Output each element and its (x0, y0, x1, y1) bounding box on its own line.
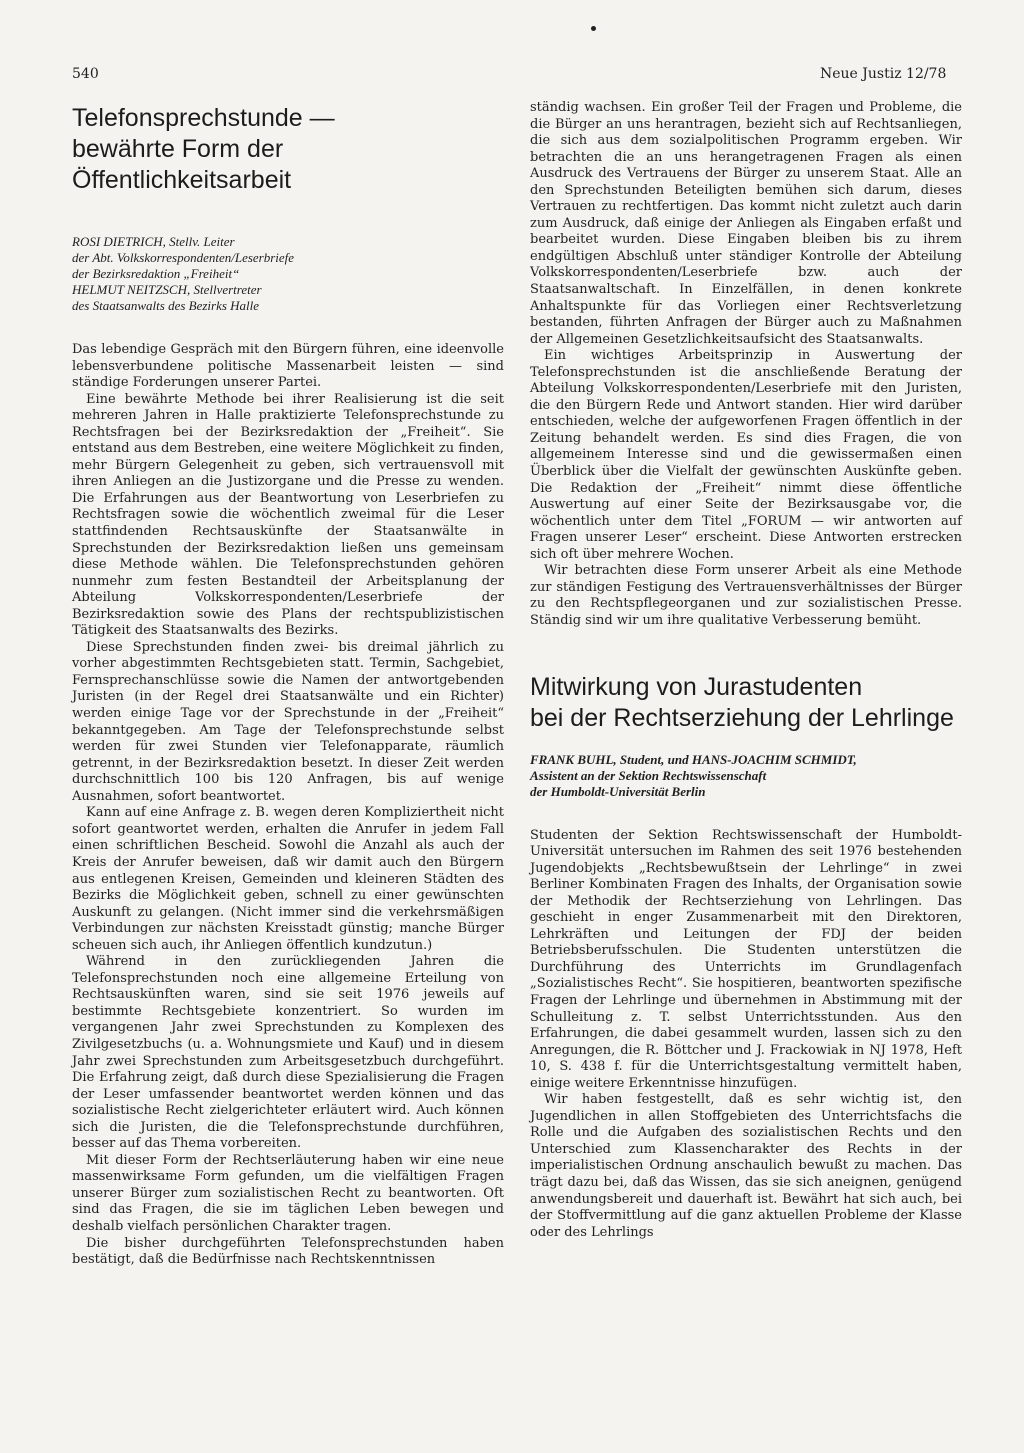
article2-title-line2: bei der Rechtserziehung der Lehrlinge (530, 703, 954, 732)
article1-paragraph: Kann auf eine Anfrage z. B. wegen deren Kompliziertheit nicht sofort geantwortet werden, erhalten die Anrufer in jedem Fall einen schriftlichen Bescheid. Sowohl die Anzahl als auch der Kreis der Anrufer beweisen, daß wir damit auch den Bürgern aus entlegenen Kreisen, Gemeinden und kleineren Städten des Bezirks die Möglichkeit geben, schnell zu einer gewünschten Auskunft zu gelangen. (Nicht immer sind die verkehrsmäßigen Verbindungen zur nächsten Kreisstadt günstig; manche Bürger scheuen sich auch, ihr Anliegen öffentlich kundzutun.) (72, 805, 504, 953)
journal-issue: Neue Justiz 12/78 (820, 66, 947, 82)
article1-title-line1: Telefonsprechstunde — (72, 104, 335, 132)
article2-paragraph: Studenten der Sektion Rechtswissenschaft der Humboldt-Universität untersuchen im Rahmen des seit 1976 bestehenden Jugendobjekts „Rechtsbewußtsein der Lehrlinge“ in zwei Berliner Kombinaten Fragen des Inhalts, der Organisation sowie der Methodik der Rechtserziehung von Lehrlingen. Das geschieht in enger Zusammenarbeit mit den Direktoren, Lehrkräften und Leitungen der FDJ der beiden Betriebsberufsschulen. Die Studenten unterstützen die Durchführung des Unterrichts im Grundlagenfach „Sozialistisches Recht“. Sie hospitieren, beantworten spezifische Fragen der Lehrlinge und übernehmen in Abstimmung mit der Schulleitung z. T. selbst Unterrichtsstunden. Aus den Erfahrungen, die dabei gesammelt wurden, lassen sich zu den Anregungen, die R. Böttcher und J. Frackowiak in NJ 1978, Heft 10, S. 438 f. für die Unterrichtsgestaltung vermittelt haben, einige weitere Erkenntnisse hinzufügen. (530, 827, 962, 1091)
byline-line: der Abt. Volkskorrespondenten/Leserbriefe (72, 250, 295, 265)
byline-line: des Staatsanwalts des Bezirks Halle (72, 298, 260, 313)
article2-paragraph: Wir haben festgestellt, daß es sehr wichtig ist, den Jugendlichen in allen Stoffgebieten des Unterrichtsfachs die Rolle und die Aufgaben des sozialistischen Rechts und den Unterschied zum Klassencharakter des Rechts in der imperialistischen Ordnung anschaulich bewußt zu machen. Das trägt dazu bei, daß das Wissen, das sie sich aneignen, genügend anwendungsbereit und dauerhaft ist. Bewährt hat sich auch, bei der Stoffvermittlung auf die ganz aktuellen Probleme der Klasse oder des Lehrlings (530, 1092, 962, 1240)
article1-paragraph-continued: ständig wachsen. Ein großer Teil der Fragen und Probleme, die die Bürger an uns herantragen, bezieht sich auf Rechtsanliegen, die sich aus dem sozialpolitischen Programm ergeben. Wir betrachten die an uns herangetragenen Fragen als einen Ausdruck des Vertrauens der Bürger zu unserem Staat. Alle an den Sprechstunden Beteiligten bemühen sich darum, dieses Vertrauen zu rechtfertigen. Das kommt nicht zuletzt auch darin zum Ausdruck, daß einige der Anliegen als Eingaben erfaßt und bearbeitet wurden. Diese Eingaben bleiben bis zu ihrem endgültigen Abschluß unter ständiger Kontrolle der Abteilung Volkskorrespondenten/Leserbriefe bzw. auch der Staatsanwaltschaft. In Einzelfällen, in denen konkrete Anhaltspunkte für das Vorliegen einer Rechtsverletzung bestanden, führten Anfragen der Bürger auch zu Maßnahmen der Allgemeinen Gesetzlichkeitsaufsicht des Staatsanwalts. (530, 100, 962, 347)
article1-paragraph: Während in den zurückliegenden Jahren die Telefonsprechstunden noch eine allgemeine Erteilung von Rechtsauskünften waren, sind sie seit 1976 jeweils auf bestimmte Rechtsgebiete konzentriert. So wurden im vergangenen Jahr zwei Sprechstunden zu Komplexen des Zivilgesetzbuchs (u. a. Wohnungsmiete und Kauf) und in diesem Jahr zwei Sprechstunden zum Arbeitsgesetzbuch durchgeführt. Die Erfahrung zeigt, daß durch diese Spezialisierung die Fragen der Leser umfassender beantwortet werden können und das sozialistische Recht zielgerichteter erläutert wird. Auch können sich die Juristen, die die Telefonsprechstunde durchführen, besser auf das Thema vorbereiten. (72, 954, 504, 1152)
article1-paragraph: Wir betrachten diese Form unserer Arbeit als eine Methode zur ständigen Festigung des Vertrauensverhältnisses der Bürger zu den Rechtspflegeorganen und zur sozialistischen Presse. Ständig sind wir um ihre qualitative Verbesserung bemüht. (530, 563, 962, 628)
byline-line: der Bezirksredaktion „Freiheit“ (72, 266, 240, 281)
column-left (72, 103, 504, 1269)
article1-title-line2: bewährte Form der Öffentlichkeitsarbeit (72, 135, 292, 194)
page-number: 540 (72, 66, 99, 82)
article2-byline (530, 752, 962, 800)
byline-line: FRANK BUHL, Student, und HANS-JOACHIM SCHMIDT, (530, 751, 857, 767)
article2-title (530, 672, 962, 734)
byline-line: HELMUT NEITZSCH, Stellvertreter (72, 282, 262, 297)
article1-paragraph: Das lebendige Gespräch mit den Bürgern führen, eine ideenvolle lebensverbundene politische Massenarbeit leisten — sind ständige Forderungen unserer Partei. (72, 342, 504, 391)
article1-byline (72, 234, 504, 314)
byline-line: Assistent an der Sektion Rechtswissenschaft (530, 767, 767, 783)
article1-paragraph: Ein wichtiges Arbeitsprinzip in Auswertung der Telefonsprechstunden ist die anschließende Beratung der Abteilung Volkskorrespondenten/Leserbriefe mit den Juristen, die den Bürgern Rede und Antwort standen. Hier wird darüber entschieden, welche der aufgeworfenen Fragen öffentlich in der Zeitung behandelt werden. Es sind dies Fragen, die von allgemeinem Interesse sind und die gewissermaßen einen Überblick über die Vielfalt der gewünschten Auskünfte geben. Die Redaktion der „Freiheit“ nimmt diese öffentliche Auswertung auf einer Seite der Bezirksausgabe vor, die wöchentlich unter dem Titel „FORUM — wir antworten auf Fragen unserer Leser“ erscheint. Diese Antworten erstrecken sich oft über mehrere Wochen. (530, 348, 962, 562)
article1-paragraph: Eine bewährte Methode bei ihrer Realisierung ist die seit mehreren Jahren in Halle praktizierte Telefonsprechstunde zu Rechtsfragen bei der Bezirksredaktion der „Freiheit“. Sie entstand aus dem Bestreben, eine weitere Möglichkeit zu finden, mehr Bürgern Gelegenheit zu geben, sich vertrauensvoll mit ihren Anliegen an die Justizorgane und die Presse zu wenden. Die Erfahrungen aus der Beantwortung von Leserbriefen zu Rechtsfragen sowie die wöchentlich zweimal für die Leser stattfindenden Rechtsauskünfte der Staatsanwälte in Sprechstunden der Bezirksredaktion ließen uns gemeinsam diese Methode wählen. Die Telefonsprechstunden gehören nunmehr zum festen Bestandteil der Arbeitsplanung der Abteilung Volkskorrespondenten/Leserbriefe der Bezirksredaktion sowie des Plans der rechtspublizistischen Tätigkeit des Staatsanwalts des Bezirks. (72, 391, 504, 639)
article1-title (72, 103, 504, 196)
byline-line: der Humboldt-Universität Berlin (530, 783, 706, 799)
article1-paragraph-split: Die bisher durchgeführten Telefonsprechstunden haben bestätigt, daß die Bedürfnisse nach Rechtskenntnissen (72, 1235, 504, 1268)
article1-paragraph: Diese Sprechstunden finden zwei- bis dreimal jährlich zu vorher abgestimmten Rechtsgebieten statt. Termin, Sachgebiet, Fernsprechanschlüsse sowie die Namen der antwortgebenden Juristen (in der Regel drei Staatsanwälte und ein Richter) werden einige Tage vor der Sprechstunde in der „Freiheit“ bekanntgegeben. Am Tage der Telefonsprechstunde selbst werden für zwei Stunden vier Telefonapparate, räumlich getrennt, in der Bezirksredaktion besetzt. In dieser Zeit werden durchschnittlich 100 bis 120 Anfragen, bis auf wenige Ausnahmen, sofort beantwortet. (72, 639, 504, 804)
ink-dot (591, 26, 596, 31)
byline-line: ROSI DIETRICH, Stellv. Leiter (72, 234, 235, 249)
column-right (530, 100, 962, 1241)
article2-title-line1: Mitwirkung von Jurastudenten (530, 672, 863, 701)
article1-paragraph: Mit dieser Form der Rechtserläuterung haben wir eine neue massenwirksame Form gefunden, um die vielfältigen Fragen unserer Bürger zum sozialistischen Recht zu beantworten. Oft sind das Fragen, die sie im täglichen Leben bewegen und deshalb vielfach persönlichen Charakter tragen. (72, 1152, 504, 1234)
